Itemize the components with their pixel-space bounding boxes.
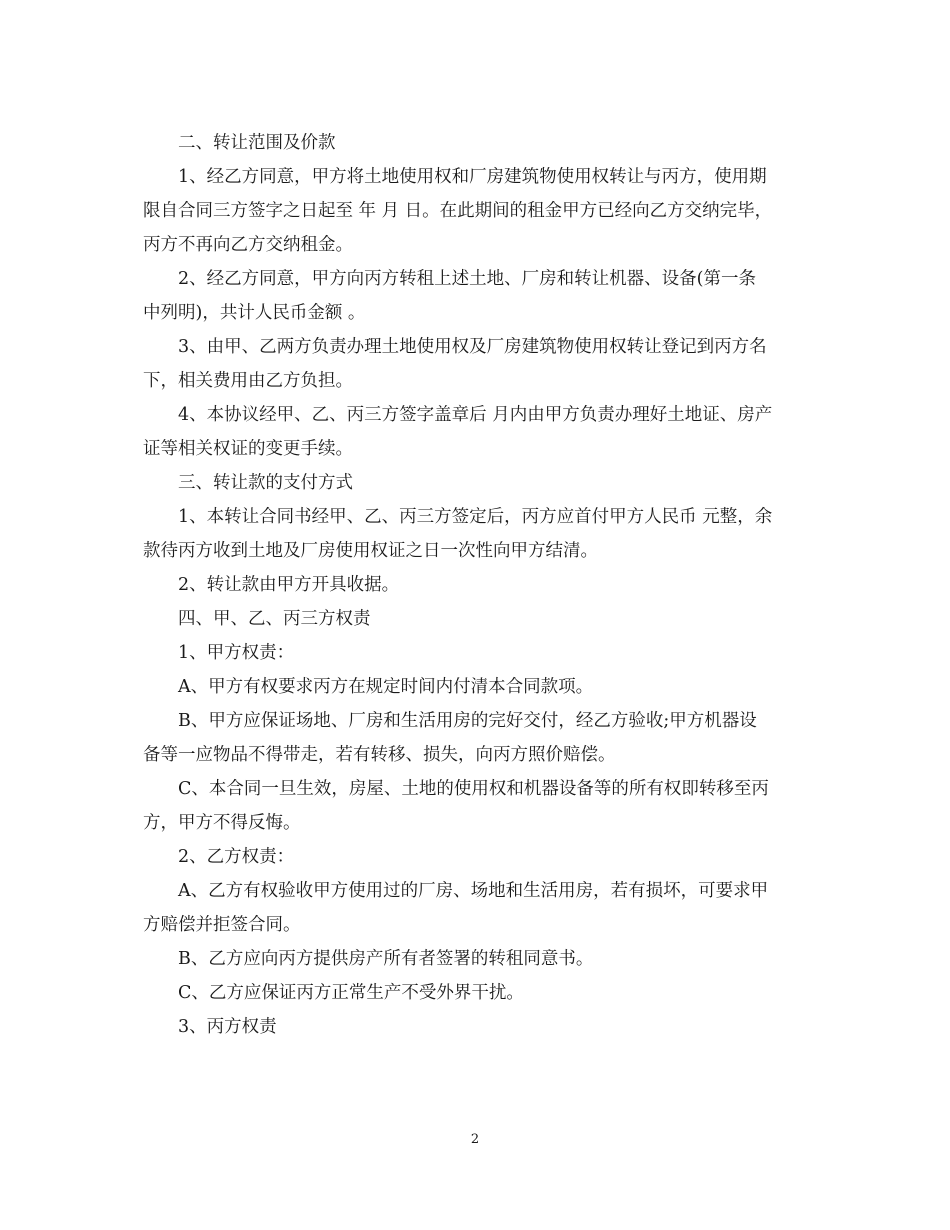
text-line: 3、由甲、乙两方负责办理土地使用权及厂房建筑物使用权转让登记到丙方名: [178, 337, 767, 357]
text-line: A、乙方有权验收甲方使用过的厂房、场地和生活用房，若有损坏，可要求甲: [178, 881, 769, 901]
text-line: B、乙方应向丙方提供房产所有者签署的转租同意书。: [178, 949, 594, 969]
text-line: 限自合同三方签字之日起至 年 月 日。在此期间的租金甲方已经向乙方交纳完毕，: [143, 201, 773, 221]
text-line: B、甲方应保证场地、厂房和生活用房的完好交付，经乙方验收;甲方机器设: [178, 711, 757, 731]
text-line: 方赔偿并拒签合同。: [143, 915, 301, 935]
text-line: 1、经乙方同意，甲方将土地使用权和厂房建筑物使用权转让与丙方，使用期: [178, 167, 767, 187]
text-line: 款待丙方收到土地及厂房使用权证之日一次性向甲方结清。: [143, 541, 598, 561]
text-line: 二、转让范围及价款: [178, 133, 336, 153]
text-line: A、甲方有权要求丙方在规定时间内付清本合同款项。: [178, 677, 594, 697]
text-line: 中列明)，共计人民币金额 。: [143, 303, 366, 323]
document-body: [143, 126, 808, 1044]
text-line: 2、经乙方同意，甲方向丙方转租上述土地、厂房和转让机器、设备(第一条: [178, 269, 756, 289]
text-line: 2、乙方权责：: [178, 847, 295, 867]
text-line: 丙方不再向乙方交纳租金。: [143, 235, 353, 255]
text-line: 4、本协议经甲、乙、丙三方签字盖章后 月内由甲方负责办理好土地证、房产: [178, 405, 773, 425]
text-line: 3、丙方权责: [178, 1017, 277, 1037]
text-line: 四、甲、乙、丙三方权责: [178, 609, 371, 629]
text-line: C、乙方应保证丙方正常生产不受外界干扰。: [178, 983, 524, 1003]
text-line: 方，甲方不得反悔。: [143, 813, 301, 833]
text-line: 1、本转让合同书经甲、乙、丙三方签定后，丙方应首付甲方人民币 元整，余: [178, 507, 773, 527]
text-line: 1、甲方权责：: [178, 643, 295, 663]
text-line: 备等一应物品不得带走，若有转移、损失，向丙方照价赔偿。: [143, 745, 616, 765]
text-line: C、本合同一旦生效，房屋、土地的使用权和机器设备等的所有权即转移至丙: [178, 779, 769, 799]
text-line: 2、转让款由甲方开具收据。: [178, 575, 400, 595]
text-line: 三、转让款的支付方式: [178, 473, 353, 493]
page-number: 2: [470, 1132, 480, 1147]
text-line: 下，相关费用由乙方负担。: [143, 371, 353, 391]
text-line: 证等相关权证的变更手续。: [143, 439, 353, 459]
